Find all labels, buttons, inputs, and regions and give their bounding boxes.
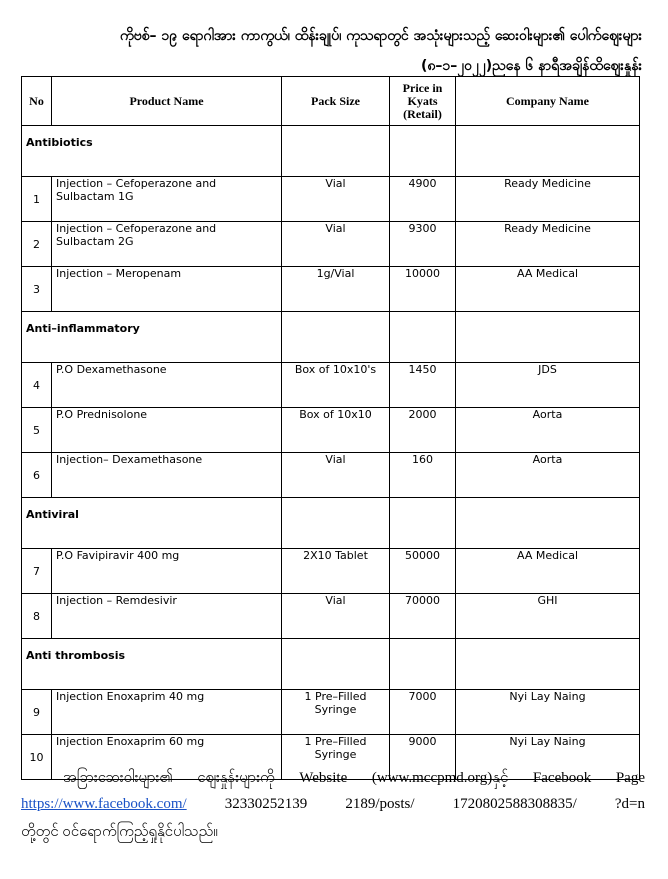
price: 9300 <box>390 222 456 267</box>
document-title: ကိုဗစ်– ၁၉ ရောဂါအား ကာကွယ်၊ ထိန်းချုပ်၊ ကုသရာတွင် အသုံးများသည့် ဆေးဝါးများ၏ ပေါက်ဈေးများ <box>119 28 642 44</box>
table-row <box>22 408 640 453</box>
company-name: AA Medical <box>456 267 640 312</box>
category-label: Anti–inflammatory <box>22 312 282 363</box>
category-label: Antibiotics <box>22 126 282 177</box>
table-row <box>22 177 640 222</box>
price: 1450 <box>390 363 456 408</box>
facebook-link-path: 32330252139 2189/posts/ 1720802588308835/ ?d=n <box>224 796 645 812</box>
pack-size: Box of 10x10 <box>282 408 390 453</box>
price: 7000 <box>390 690 456 735</box>
table-row <box>22 363 640 408</box>
pack-size: 1g/Vial <box>282 267 390 312</box>
price: 10000 <box>390 267 456 312</box>
pack-size: 1 Pre–Filled Syringe <box>282 690 390 735</box>
price: 4900 <box>390 177 456 222</box>
footer-note: အခြားဆေးဝါးများ၏ ဈေးနှုန်းများကို Website (www.mccpmd.org)နှင့် Facebook Page <box>63 770 645 786</box>
product-name: Injection– Dexamethasone <box>52 453 282 498</box>
row-number: 4 <box>22 363 52 408</box>
company-name: JDS <box>456 363 640 408</box>
company-name: AA Medical <box>456 549 640 594</box>
product-name: P.O Prednisolone <box>52 408 282 453</box>
footer-link-line <box>21 796 645 813</box>
row-number: 6 <box>22 453 52 498</box>
row-number: 7 <box>22 549 52 594</box>
header-pack-size: Pack Size <box>282 77 390 126</box>
pack-size: Vial <box>282 177 390 222</box>
row-number: 10 <box>22 735 52 780</box>
product-name: Injection – Remdesivir <box>52 594 282 639</box>
row-number: 5 <box>22 408 52 453</box>
company-name: Nyi Lay Naing <box>456 690 640 735</box>
company-name: Ready Medicine <box>456 222 640 267</box>
row-number: 8 <box>22 594 52 639</box>
document-date-line: (၈–၁–၂၀၂၂)ညနေ ၆ နာရီအချိန်ထိဈေးနှုန်း <box>421 58 642 74</box>
header-company-name: Company Name <box>456 77 640 126</box>
company-name: Ready Medicine <box>456 177 640 222</box>
row-number: 3 <box>22 267 52 312</box>
footer-closing: တို့တွင် ဝင်ရောက်ကြည့်ရှုနိုင်ပါသည်။ <box>21 824 218 840</box>
price: 9000 <box>390 735 456 780</box>
pack-size: Vial <box>282 453 390 498</box>
table-row <box>22 222 640 267</box>
pack-size: Vial <box>282 222 390 267</box>
pack-size: Box of 10x10's <box>282 363 390 408</box>
pack-size: Vial <box>282 594 390 639</box>
table-row <box>22 549 640 594</box>
category-row-antiviral <box>22 498 640 549</box>
company-name: GHI <box>456 594 640 639</box>
table-header-row <box>22 77 640 126</box>
category-label: Antiviral <box>22 498 282 549</box>
header-no: No <box>22 77 52 126</box>
table-row <box>22 690 640 735</box>
product-name: Injection – Meropenam <box>52 267 282 312</box>
company-name: Aorta <box>456 408 640 453</box>
category-row-anti-inflammatory <box>22 312 640 363</box>
facebook-link[interactable]: https://www.facebook.com/ <box>21 796 187 812</box>
pack-size: 1 Pre–Filled Syringe <box>282 735 390 780</box>
table-row <box>22 453 640 498</box>
row-number: 9 <box>22 690 52 735</box>
table-row <box>22 594 640 639</box>
product-name: Injection – Cefoperazone and Sulbactam 2G <box>52 222 282 267</box>
price: 50000 <box>390 549 456 594</box>
row-number: 2 <box>22 222 52 267</box>
header-product-name: Product Name <box>52 77 282 126</box>
category-row-antibiotics <box>22 126 640 177</box>
price: 160 <box>390 453 456 498</box>
category-label: Anti thrombosis <box>22 639 282 690</box>
product-name: P.O Favipiravir 400 mg <box>52 549 282 594</box>
price-table <box>21 76 640 780</box>
price: 70000 <box>390 594 456 639</box>
product-name: P.O Dexamethasone <box>52 363 282 408</box>
product-name: Injection Enoxaprim 60 mg <box>52 735 282 780</box>
company-name: Nyi Lay Naing <box>456 735 640 780</box>
price: 2000 <box>390 408 456 453</box>
header-price: Price in Kyats (Retail) <box>390 77 456 126</box>
category-row-anti-thrombosis <box>22 639 640 690</box>
table-row <box>22 267 640 312</box>
product-name: Injection – Cefoperazone and Sulbactam 1G <box>52 177 282 222</box>
row-number: 1 <box>22 177 52 222</box>
company-name: Aorta <box>456 453 640 498</box>
pack-size: 2X10 Tablet <box>282 549 390 594</box>
product-name: Injection Enoxaprim 40 mg <box>52 690 282 735</box>
